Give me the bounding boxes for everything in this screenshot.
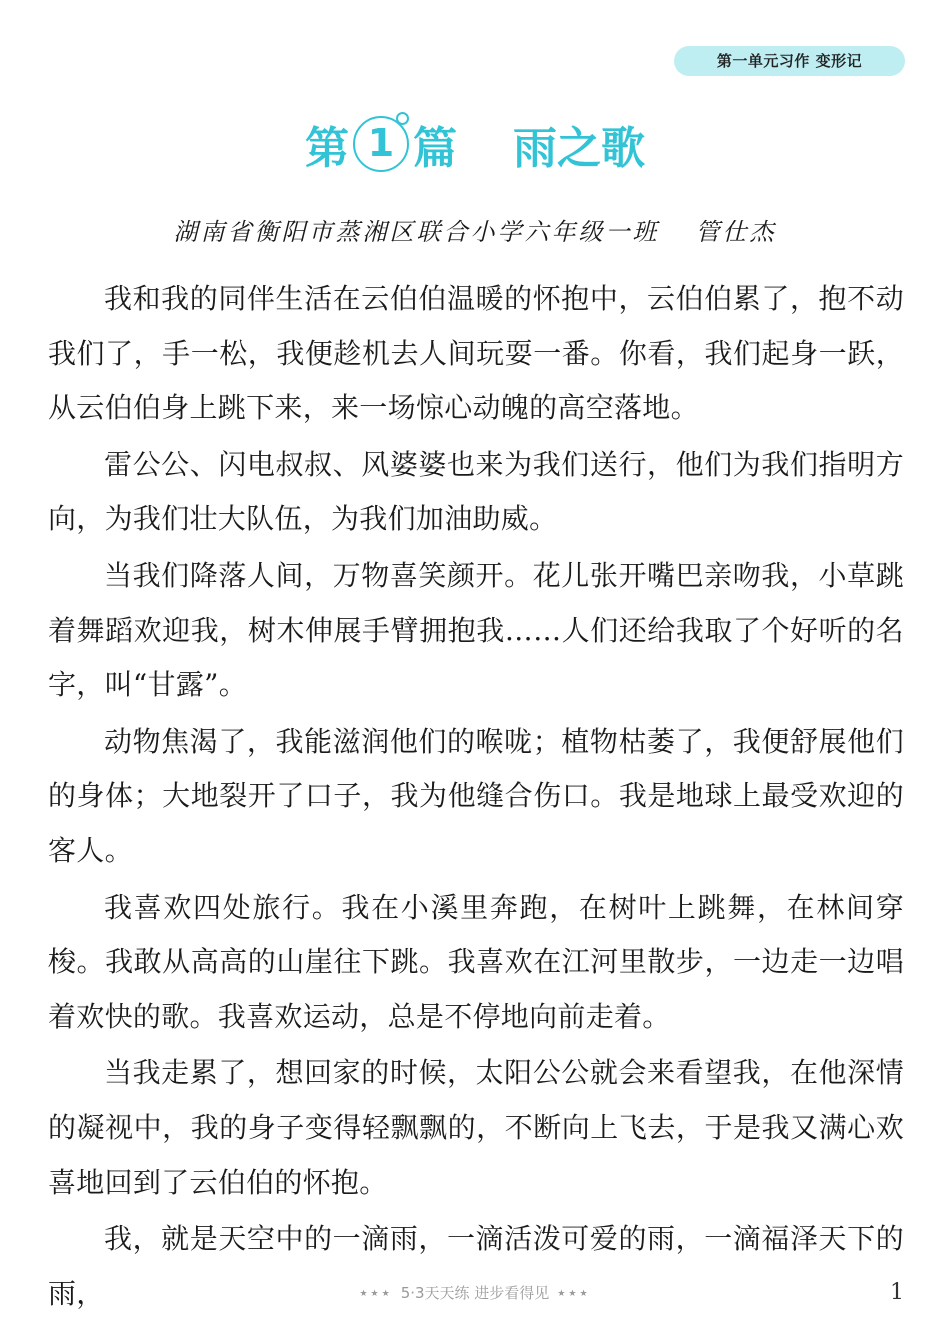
article-body (48, 272, 904, 1323)
article-number-badge: 1 (353, 116, 409, 172)
author-name: 管仕杰 (695, 218, 777, 246)
title-suffix: 篇 (413, 123, 457, 174)
school-name: 湖南省衡阳市蒸湘区联合小学六年级一班 (173, 218, 660, 246)
footer-series-text: 5·3天天练 进步看得见 (400, 1284, 550, 1302)
paragraph: 当我走累了，想回家的时候，太阳公公就会来看望我，在他深情的凝视中，我的身子变得轻飘飘的，不断向上飞去，于是我又满心欢喜地回到了云伯伯的怀抱。 (48, 1056, 904, 1199)
paragraph: 动物焦渴了，我能滋润他们的喉咙；植物枯萎了，我便舒展他们的身体；大地裂开了口子，我为他缝合伤口。我是地球上最受欢迎的客人。 (48, 724, 904, 867)
title-prefix: 第 (305, 123, 349, 174)
paragraph: 我喜欢四处旅行。我在小溪里奔跑，在树叶上跳舞，在林间穿梭。我敢从高高的山崖往下跳。我喜欢在江河里散步，一边走一边唱着欢快的歌。我喜欢运动，总是不停地向前走着。 (48, 890, 904, 1033)
paragraph: 我和我的同伴生活在云伯伯温暖的怀抱中，云伯伯累了，抱不动我们了，手一松，我便趁机去人间玩耍一番。你看，我们起身一跃，从云伯伯身上跳下来，来一场惊心动魄的高空落地。 (48, 282, 904, 425)
page-number: 1 (890, 1280, 904, 1305)
title-text: 雨之歌 (513, 123, 645, 174)
paragraph: 当我们降落人间，万物喜笑颜开。花儿张开嘴巴亲吻我，小草跳着舞蹈欢迎我，树木伸展手臂拥抱我……人们还给我取了个好听的名字，叫“甘露”。 (48, 558, 904, 702)
page-footer (0, 1282, 950, 1303)
footer-stars-left: ★★★ (359, 1288, 393, 1299)
unit-tag: 第一单元习作 变形记 (674, 46, 905, 76)
article-title (0, 112, 950, 176)
footer-stars-right: ★★★ (557, 1288, 591, 1299)
paragraph: 雷公公、闪电叔叔、风婆婆也来为我们送行，他们为我们指明方向，为我们壮大队伍，为我们加油助威。 (48, 447, 904, 536)
byline (0, 212, 950, 247)
paragraph: 我，就是天空中的一滴雨，一滴活泼可爱的雨，一滴福泽天下的雨， (48, 1222, 904, 1310)
